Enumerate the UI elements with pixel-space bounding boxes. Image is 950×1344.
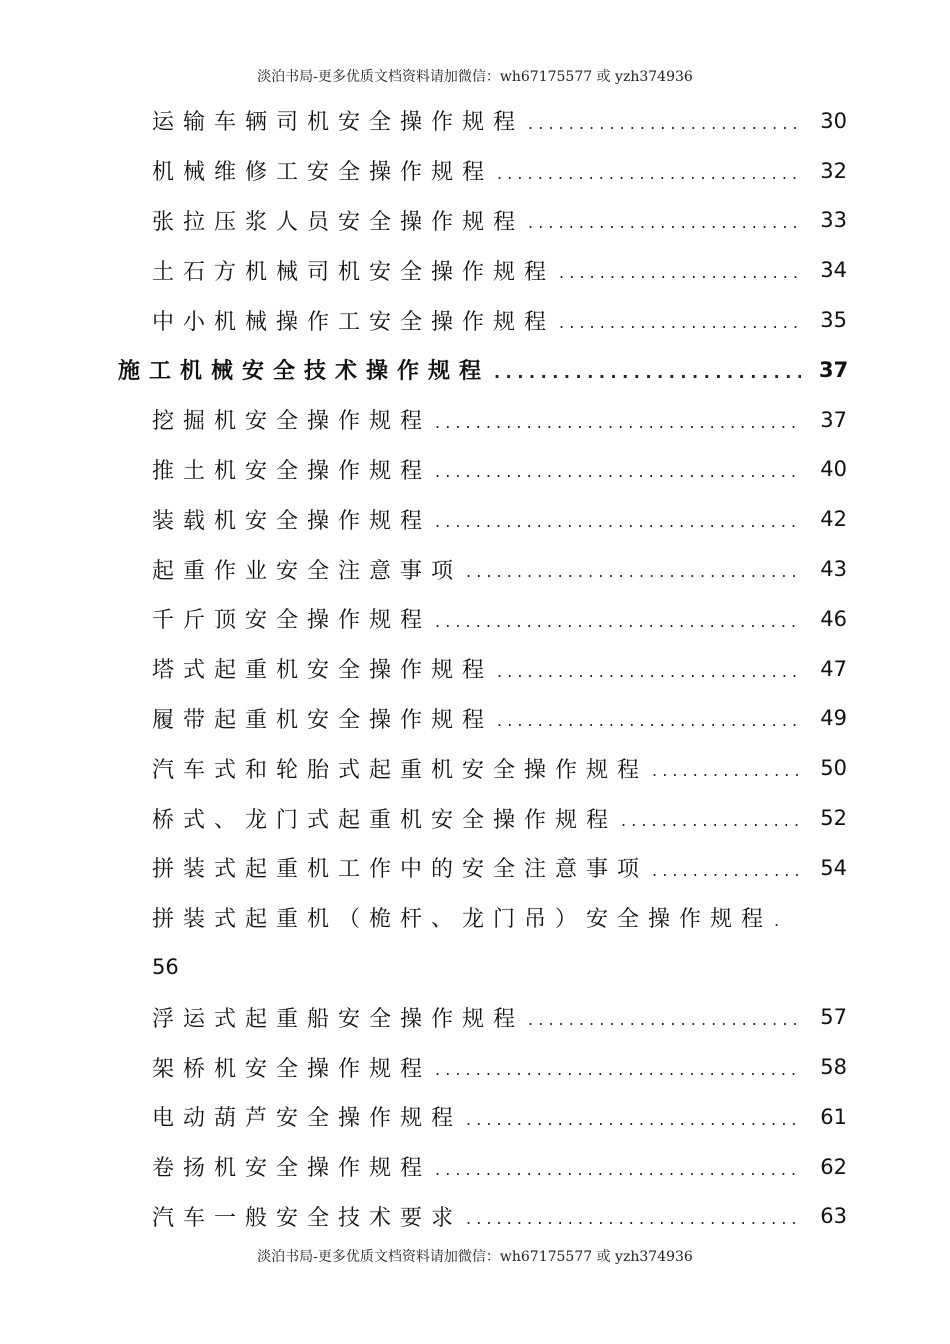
dot-leader bbox=[528, 1006, 801, 1028]
toc-entry-title: 塔式起重机安全操作规程 bbox=[152, 658, 494, 684]
toc-entry[interactable] bbox=[0, 694, 950, 744]
toc-entry[interactable] bbox=[0, 544, 950, 594]
toc-entry[interactable] bbox=[0, 1042, 950, 1092]
toc-entry[interactable] bbox=[0, 992, 950, 1042]
dot-leader bbox=[621, 807, 801, 829]
toc-entry-page: 42 bbox=[820, 507, 847, 532]
toc-entry-page: 61 bbox=[820, 1104, 847, 1129]
toc-entry-continuation bbox=[0, 943, 950, 993]
dot-leader bbox=[497, 160, 801, 182]
page-footer: 淡泊书局-更多优质文档资料请加微信：wh67175577 或 yzh374936 bbox=[257, 1249, 693, 1265]
toc-entry[interactable] bbox=[0, 196, 950, 246]
toc-entry-title: 拼装式起重机工作中的安全注意事项 bbox=[152, 857, 649, 883]
toc-entry[interactable] bbox=[0, 445, 950, 495]
toc-entry-page: 49 bbox=[820, 706, 847, 731]
table-of-contents bbox=[0, 96, 950, 1241]
page-header: 淡泊书局-更多优质文档资料请加微信：wh67175577 或 yzh374936 bbox=[257, 69, 693, 85]
toc-entry-title: 浮运式起重船安全操作规程 bbox=[152, 1006, 525, 1032]
toc-entry-page: 33 bbox=[820, 208, 847, 233]
dot-leader bbox=[652, 857, 801, 879]
toc-entry-page: 46 bbox=[820, 606, 847, 631]
toc-entry[interactable] bbox=[0, 594, 950, 644]
toc-entry-page: 40 bbox=[820, 457, 847, 482]
toc-entry[interactable] bbox=[0, 1092, 950, 1142]
toc-entry-title: 土石方机械司机安全操作规程 bbox=[152, 259, 556, 285]
toc-entry-page: 63 bbox=[820, 1204, 847, 1229]
toc-entry-page: 37 bbox=[820, 407, 847, 432]
dot-leader bbox=[466, 1205, 801, 1227]
dot-leader bbox=[435, 1156, 801, 1178]
toc-entry[interactable] bbox=[0, 893, 950, 943]
dot-leader bbox=[774, 907, 784, 929]
toc-entry-title: 装载机安全操作规程 bbox=[152, 508, 432, 534]
toc-entry[interactable] bbox=[0, 494, 950, 544]
dot-leader bbox=[528, 110, 801, 132]
toc-entry-page: 47 bbox=[820, 656, 847, 681]
toc-entry-title: 桥式、龙门式起重机安全操作规程 bbox=[152, 807, 618, 833]
toc-entry-title: 拼装式起重机（桅杆、龙门吊）安全操作规程 bbox=[152, 907, 773, 933]
toc-entry-page: 35 bbox=[820, 308, 847, 333]
toc-entry-title: 千斤顶安全操作规程 bbox=[152, 608, 432, 634]
dot-leader bbox=[652, 757, 801, 779]
toc-entry-title: 施工机械安全技术操作规程 bbox=[118, 359, 491, 385]
toc-entry-page: 32 bbox=[820, 158, 847, 183]
dot-leader bbox=[528, 209, 801, 231]
toc-entry[interactable] bbox=[0, 295, 950, 345]
toc-entry[interactable] bbox=[0, 1192, 950, 1242]
dot-leader bbox=[497, 707, 801, 729]
toc-entry-title: 推土机安全操作规程 bbox=[152, 458, 432, 484]
toc-entry-title: 架桥机安全操作规程 bbox=[152, 1056, 432, 1082]
dot-leader bbox=[466, 1106, 801, 1128]
toc-entry-title: 起重作业安全注意事项 bbox=[152, 558, 463, 584]
dot-leader bbox=[494, 359, 801, 381]
toc-entry[interactable] bbox=[0, 843, 950, 893]
toc-entry-page: 50 bbox=[820, 756, 847, 781]
dot-leader bbox=[559, 309, 801, 331]
toc-entry-page: 58 bbox=[820, 1055, 847, 1080]
toc-section-heading[interactable] bbox=[0, 345, 950, 395]
toc-entry-title: 挖掘机安全操作规程 bbox=[152, 409, 432, 435]
toc-entry-page: 56 bbox=[152, 955, 179, 980]
toc-entry-title: 履带起重机安全操作规程 bbox=[152, 707, 494, 733]
toc-entry-page: 43 bbox=[820, 557, 847, 582]
toc-entry-page: 30 bbox=[820, 108, 847, 133]
toc-entry[interactable] bbox=[0, 146, 950, 196]
dot-leader bbox=[435, 458, 801, 480]
toc-entry-page: 57 bbox=[820, 1005, 847, 1030]
toc-entry[interactable] bbox=[0, 395, 950, 445]
dot-leader bbox=[497, 658, 801, 680]
dot-leader bbox=[435, 1056, 801, 1078]
dot-leader bbox=[466, 558, 801, 580]
toc-entry-page: 54 bbox=[820, 855, 847, 880]
dot-leader bbox=[559, 259, 801, 281]
toc-entry-title: 卷扬机安全操作规程 bbox=[152, 1156, 432, 1182]
toc-entry-title: 电动葫芦安全操作规程 bbox=[152, 1106, 463, 1132]
toc-entry[interactable] bbox=[0, 1142, 950, 1192]
toc-entry[interactable] bbox=[0, 644, 950, 694]
toc-entry-title: 张拉压浆人员安全操作规程 bbox=[152, 209, 525, 235]
dot-leader bbox=[435, 608, 801, 630]
toc-entry[interactable] bbox=[0, 245, 950, 295]
dot-leader bbox=[435, 409, 801, 431]
toc-entry-title: 汽车一般安全技术要求 bbox=[152, 1205, 463, 1231]
toc-entry-page: 37 bbox=[819, 357, 849, 382]
toc-entry-title: 机械维修工安全操作规程 bbox=[152, 160, 494, 186]
toc-entry-page: 62 bbox=[820, 1154, 847, 1179]
toc-entry[interactable] bbox=[0, 96, 950, 146]
dot-leader bbox=[435, 508, 801, 530]
toc-entry[interactable] bbox=[0, 743, 950, 793]
toc-entry-title: 运输车辆司机安全操作规程 bbox=[152, 110, 525, 136]
toc-entry-title: 中小机械操作工安全操作规程 bbox=[152, 309, 556, 335]
toc-entry-page: 52 bbox=[820, 806, 847, 831]
toc-entry[interactable] bbox=[0, 793, 950, 843]
toc-entry-title: 汽车式和轮胎式起重机安全操作规程 bbox=[152, 757, 649, 783]
toc-entry-page: 34 bbox=[820, 258, 847, 283]
